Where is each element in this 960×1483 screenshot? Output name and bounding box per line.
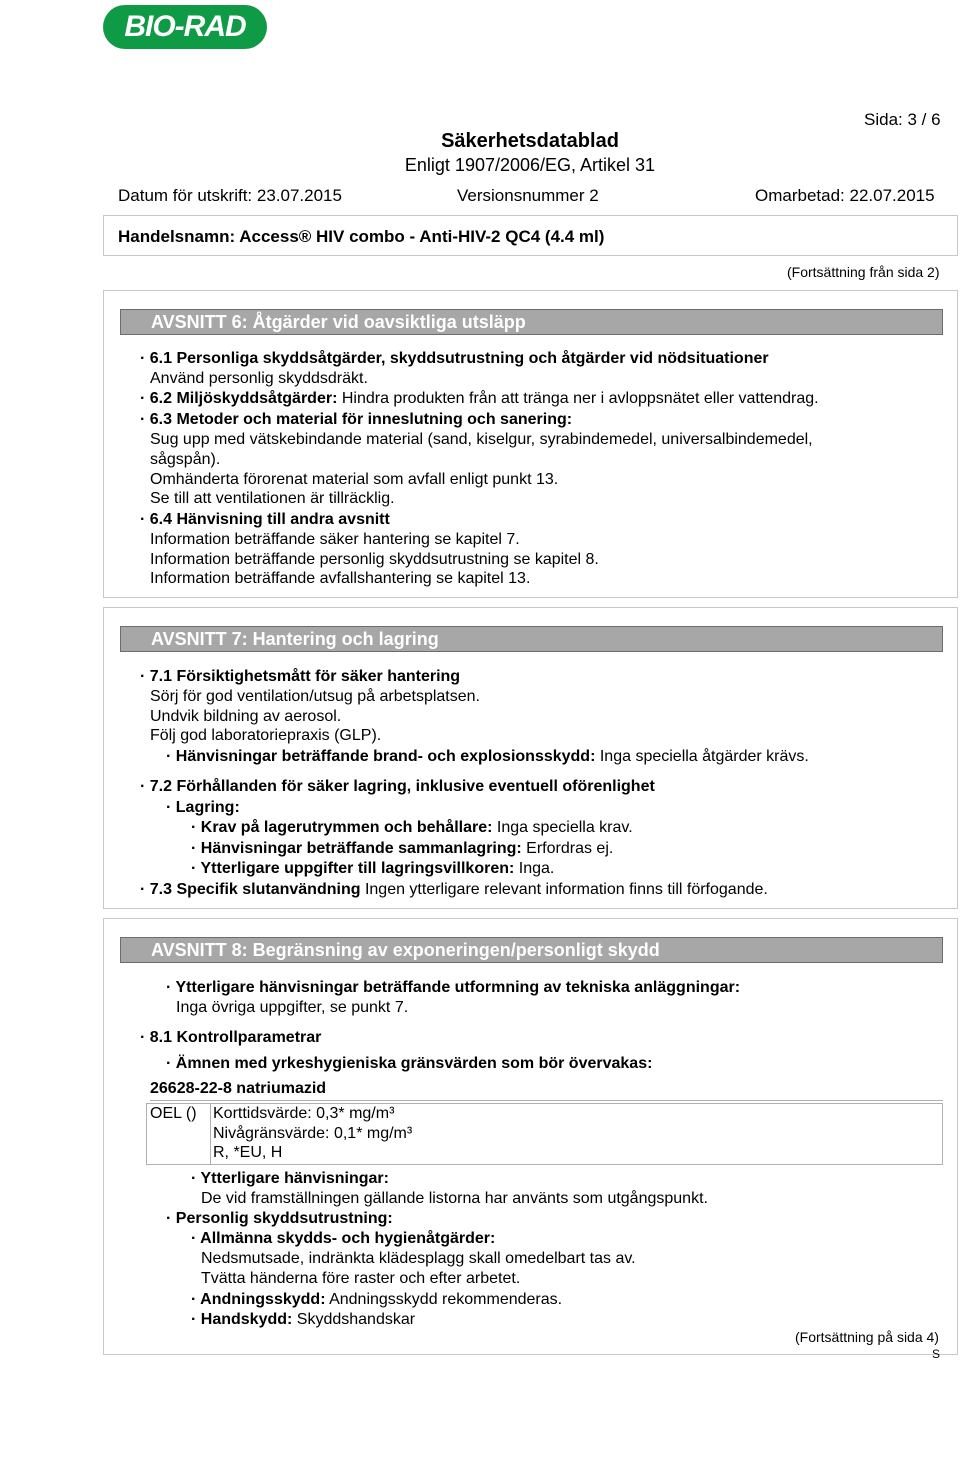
header-frame [103,215,958,256]
respiratory-line [191,1290,562,1310]
logo-text: BIO-RAD [124,10,246,43]
continued-to-note: (Fortsättning på sida 4) [795,1329,939,1345]
hygiene-title: · Allmänna skydds- och hygienåtgärder: [191,1230,496,1247]
section-6-2-text: Hindra produkten från att tränga ner i avloppsnätet eller vattendrag. [337,390,819,407]
technical-facilities-text: Inga övriga uppgifter, se punkt 7. [176,999,409,1016]
section-6-4-text-2: Information beträffande personlig skyddsutrustning se kapitel 8. [150,551,599,568]
additional-notes-title: · Ytterligare hänvisningar: [191,1170,389,1187]
fire-explosion-line [166,747,809,767]
section-8-1-title: · 8.1 Kontrollparametrar [140,1029,322,1046]
section-6-3-text-1: Sug upp med vätskebindande material (sand, kiselgur, syrabindemedel, universalbindemedel, [150,431,813,448]
co-storage-line [191,839,613,859]
section-6-3-title: · 6.3 Metoder och material för inneslutning och sanering: [140,411,573,428]
section-6-4-text-1: Information beträffande säker hantering se kapitel 7. [150,531,520,548]
ppe-title: · Personlig skyddsutrustning: [166,1210,393,1227]
limit-values-title: · Ämnen med yrkeshygieniska gränsvärden som bör övervakas: [166,1055,653,1072]
section-7-2-title: · 7.2 Förhållanden för säker lagring, inklusive eventuell oförenlighet [140,778,655,795]
table-divider [150,1100,943,1101]
page-number: Sida: 3 / 6 [864,110,941,129]
section-6-heading: AVSNITT 6: Åtgärder vid oavsiktliga utsläpp [120,309,943,335]
document-subtitle: Enligt 1907/2006/EG, Artikel 31 [404,155,656,175]
hand-protection-text: Skyddshandskar [292,1311,416,1328]
co-storage-text: Erfordras ej. [521,840,614,857]
section-8-heading: AVSNITT 8: Begränsning av exponeringen/personligt skydd [120,937,943,963]
storage-conditions-text: Inga. [514,860,555,877]
oel-level-limit: Nivågränsvärde: 0,1* mg/m³ [213,1125,413,1142]
version-number: Versionsnummer 2 [457,186,599,205]
fire-explosion-label: · Hänvisningar beträffande brand- och explosionsskydd: [166,748,596,765]
hygiene-text-2: Tvätta händerna före raster och efter arbetet. [201,1270,521,1287]
respiratory-text: Andningsskydd rekommenderas. [325,1291,563,1308]
section-6-2-label: · 6.2 Miljöskyddsåtgärder: [140,390,338,407]
storage-label: · Lagring: [166,799,240,816]
technical-facilities-title: · Ytterligare hänvisningar beträffande utformning av tekniska anläggningar: [166,979,741,996]
section-7-heading: AVSNITT 7: Hantering och lagring [120,626,943,652]
section-6-3-text-4: Se till att ventilationen är tillräcklig. [150,490,395,507]
section-6-4-title: · 6.4 Hänvisning till andra avsnitt [140,511,390,528]
print-date: Datum för utskrift: 23.07.2015 [118,186,342,205]
section-6-3-text-2: sågspån). [150,451,221,468]
section-6-3-text-3: Omhänderta förorenat material som avfall enligt punkt 13. [150,471,559,488]
oel-label: OEL () [150,1105,197,1122]
storage-req-text: Inga speciella krav. [492,819,633,836]
section-6-1-text: Använd personlig skyddsdräkt. [150,370,368,387]
storage-req-line [191,818,633,838]
section-7-3-text: Ingen ytterligare relevant information finns till förfogande. [360,881,768,898]
section-6-2-line [140,389,819,409]
section-6-4-text-3: Information beträffande avfallshantering se kapitel 13. [150,570,531,587]
respiratory-label: · Andningsskydd: [191,1291,326,1308]
section-7-1-text-3: Följ god laboratoriepraxis (GLP). [150,727,382,744]
document-title: Säkerhetsdatablad [441,130,619,152]
section-6-1-title: · 6.1 Personliga skyddsåtgärder, skyddsutrustning och åtgärder vid nödsituationer [140,350,769,367]
substance-name: 26628-22-8 natriumazid [150,1080,327,1097]
additional-notes-text: De vid framställningen gällande listorna har använts som utgångspunkt. [201,1190,708,1207]
section-7-1-title: · 7.1 Försiktighetsmått för säker hantering [140,668,461,685]
storage-conditions-line [191,859,554,879]
hygiene-text-1: Nedsmutsade, indränkta klädesplagg skall omedelbart tas av. [201,1250,636,1267]
hand-protection-label: · Handskydd: [191,1311,293,1328]
section-7-3-label: · 7.3 Specifik slutanvändning [140,881,361,898]
section-7-1-text-2: Undvik bildning av aerosol. [150,708,342,725]
storage-conditions-label: · Ytterligare uppgifter till lagringsvillkoren: [191,860,515,877]
co-storage-label: · Hänvisningar beträffande sammanlagring: [191,840,522,857]
section-7-3-line [140,880,768,900]
revision-date: Omarbetad: 22.07.2015 [755,186,935,205]
bio-rad-logo [103,5,267,49]
page-mark: S [932,1347,941,1361]
oel-table-divider [210,1104,211,1164]
fire-explosion-text: Inga speciella åtgärder krävs. [595,748,809,765]
trade-name: Handelsnamn: Access® HIV combo - Anti-HIV-2 QC4 (4.4 ml) [118,227,605,246]
hand-protection-line [191,1310,415,1330]
continued-from-note: (Fortsättning från sida 2) [787,264,940,280]
oel-notes: R, *EU, H [213,1144,283,1161]
oel-short-term: Korttidsvärde: 0,3* mg/m³ [213,1105,395,1122]
section-7-1-text-1: Sörj för god ventilation/utsug på arbetsplatsen. [150,688,480,705]
storage-req-label: · Krav på lagerutrymmen och behållare: [191,819,493,836]
